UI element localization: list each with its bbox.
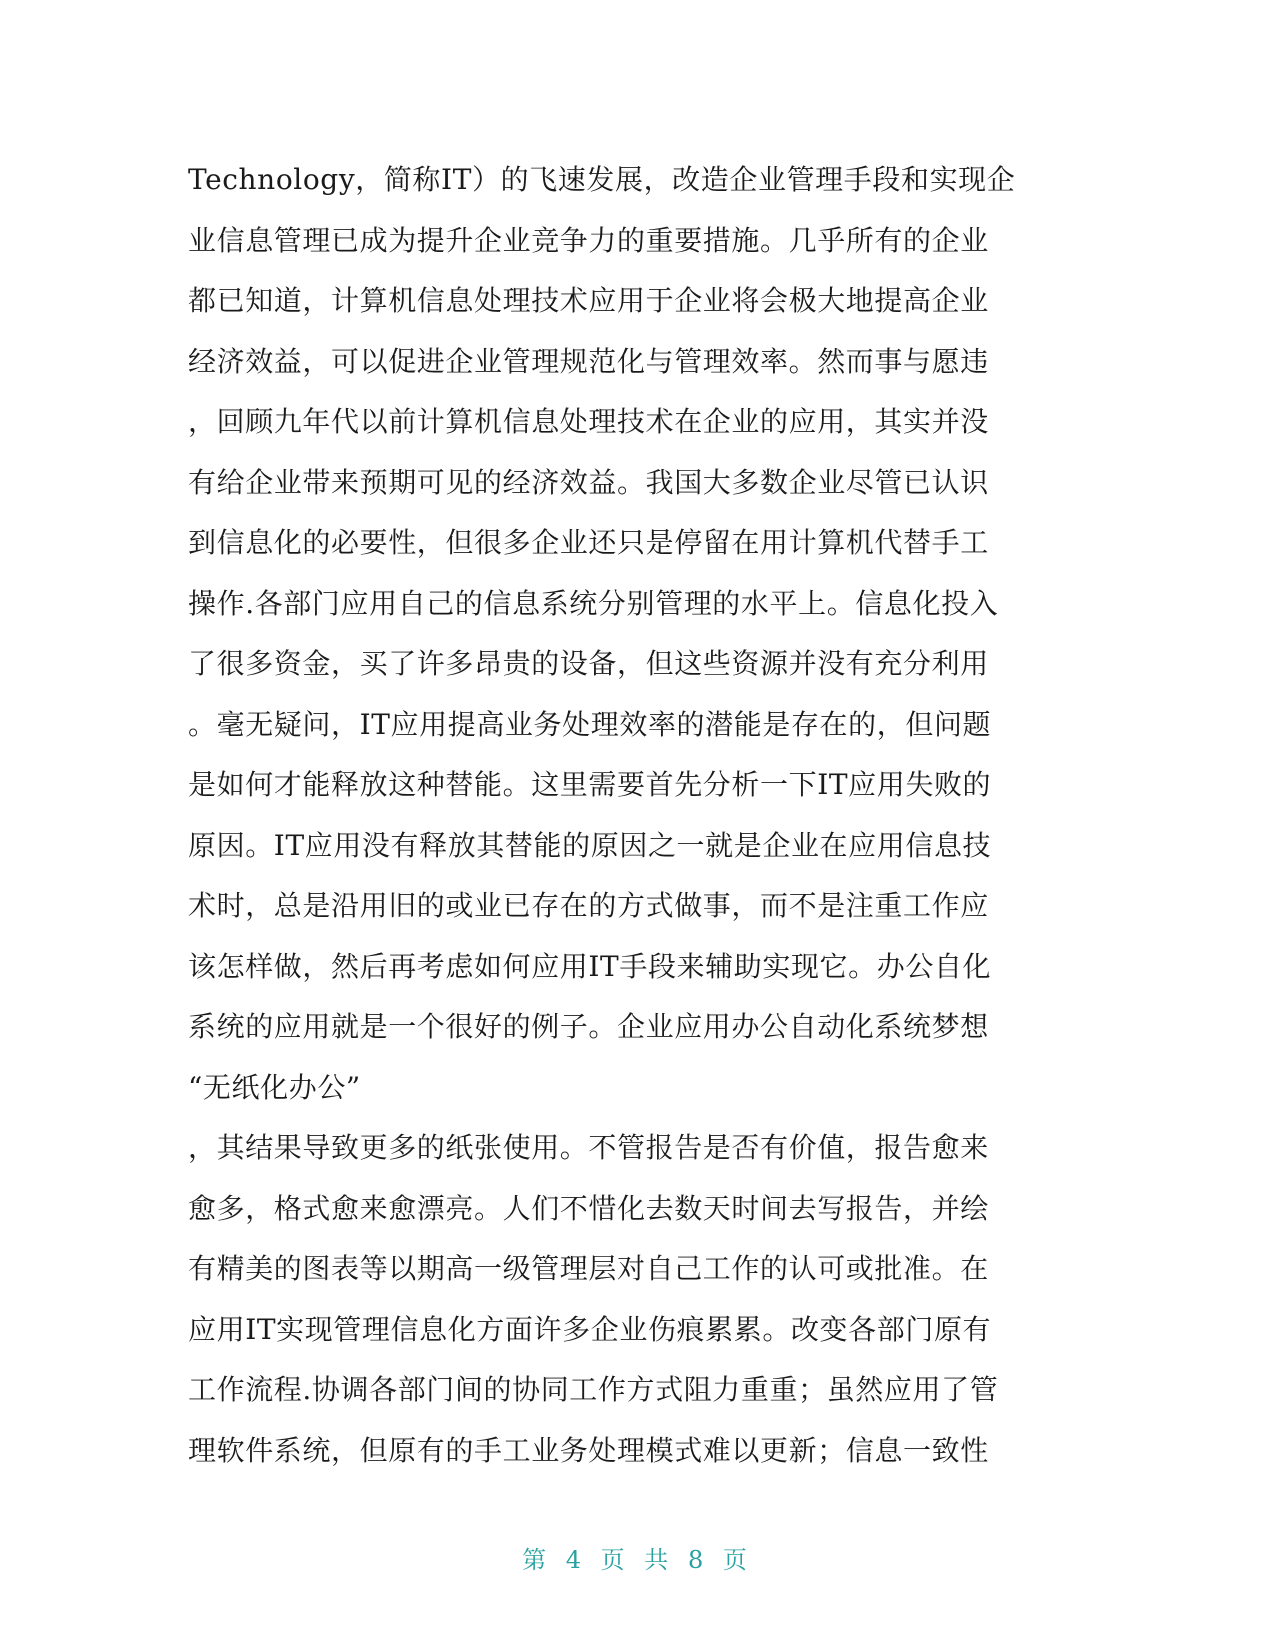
text-line: 。毫无疑问，IT应用提高业务处理效率的潜能是存在的，但问题 — [188, 707, 992, 741]
text-line: 应用IT实现管理信息化方面许多企业伤痕累累。改变各部门原有 — [188, 1312, 992, 1346]
text-line: 工作流程.协调各部门间的协同工作方式阻力重重；虽然应用了管 — [188, 1373, 999, 1406]
text-line: 术时，总是沿用旧的或业已存在的方式做事，而不是注重工作应 — [188, 889, 989, 922]
text-line: 该怎样做，然后再考虑如何应用IT手段来辅助实现它。办公自化 — [188, 949, 992, 983]
text-line: 有给企业带来预期可见的经济效益。我国大多数企业尽管已认识 — [188, 465, 989, 499]
text-line: 有精美的图表等以期高一级管理层对自己工作的认可或批准。在 — [188, 1252, 989, 1285]
text-line: 操作.各部门应用自己的信息系统分别管理的水平上。信息化投入 — [188, 586, 999, 620]
text-line: 了很多资金，买了许多昂贵的设备，但这些资源并没有充分利用 — [188, 647, 989, 680]
body-text — [188, 150, 1088, 1481]
text-line: Technology，简称IT）的飞速发展，改造企业管理手段和实现企 — [188, 163, 1016, 196]
text-line: 都已知道，计算机信息处理技术应用于企业将会极大地提高企业 — [188, 284, 989, 317]
text-line: ，其结果导致更多的纸张使用。不管报告是否有价值，报告愈来 — [188, 1131, 989, 1164]
text-line: 系统的应用就是一个很好的例子。企业应用办公自动化系统梦想 — [188, 1010, 989, 1043]
text-line: 原因。IT应用没有释放其替能的原因之一就是企业在应用信息技 — [188, 828, 992, 862]
text-line: 业信息管理已成为提升企业竞争力的重要措施。几乎所有的企业 — [188, 223, 989, 257]
text-line: 愈多，格式愈来愈漂亮。人们不惜化去数天时间去写报告，并绘 — [188, 1191, 989, 1225]
text-line: 是如何才能释放这种替能。这里需要首先分析一下IT应用失败的 — [188, 768, 992, 801]
text-line: 到信息化的必要性，但很多企业还只是停留在用计算机代替手工 — [188, 526, 989, 559]
text-line: “无纸化办公” — [188, 1070, 361, 1104]
text-line: ，回顾九年代以前计算机信息处理技术在企业的应用，其实并没 — [188, 405, 989, 438]
text-line: 理软件系统，但原有的手工业务处理模式难以更新；信息一致性 — [188, 1433, 989, 1467]
text-line: 经济效益，可以促进企业管理规范化与管理效率。然而事与愿违 — [188, 344, 989, 378]
page-footer: 第 4 页 共 8 页 — [522, 1546, 753, 1574]
